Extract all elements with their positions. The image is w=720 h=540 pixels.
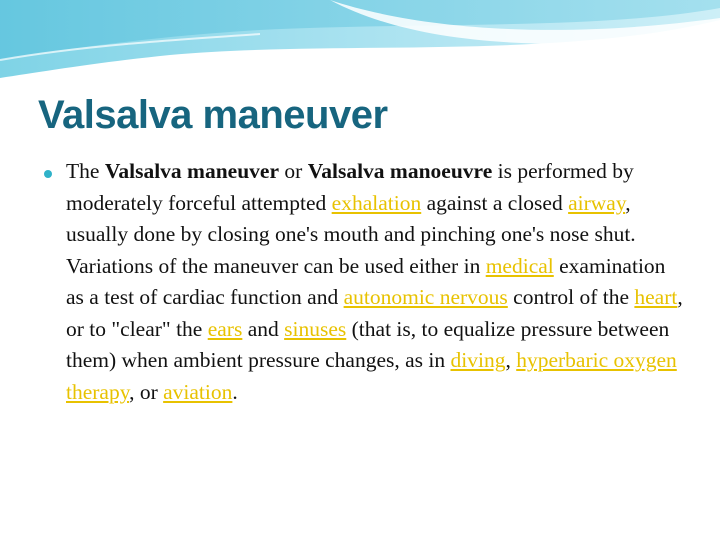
bullet-icon <box>44 170 52 178</box>
text-segment: (that is, to equalize pressure between them) when ambient pressure changes, as in <box>66 316 670 372</box>
link-medical[interactable]: medical <box>485 253 554 278</box>
link-airway[interactable]: airway <box>568 190 626 215</box>
bold-term: Valsalva manoeuvre <box>307 159 493 183</box>
link-sinuses[interactable]: sinuses <box>284 316 347 341</box>
text-segment: or <box>279 159 308 183</box>
body-paragraph <box>66 156 686 408</box>
text-segment: control of the <box>507 285 635 309</box>
text-segment: , <box>505 348 517 372</box>
link-diving[interactable]: diving <box>450 348 506 372</box>
link-aviation[interactable]: aviation <box>163 379 233 404</box>
link-exhalation[interactable]: exhalation <box>331 190 422 215</box>
text-segment: examination as a test of cardiac function and <box>66 253 666 309</box>
slide-title: Valsalva maneuver <box>38 93 388 137</box>
text-segment: , or to "clear" the <box>66 285 683 341</box>
text-segment: against a closed <box>421 190 569 215</box>
link-heart[interactable]: heart <box>634 285 678 309</box>
link-ears[interactable]: ears <box>207 316 243 341</box>
text-segment: is performed by moderately forceful attempted <box>66 159 634 215</box>
text-segment: The <box>66 159 105 183</box>
text-segment: and <box>242 316 285 341</box>
text-segment: . <box>232 379 238 404</box>
header-wave-decoration <box>0 0 720 90</box>
text-segment: , or <box>129 379 164 404</box>
bold-term: Valsalva maneuver <box>104 159 280 183</box>
link-hyperbaric-oxygen-therapy[interactable]: hyperbaric oxygen therapy <box>66 348 677 404</box>
link-autonomic-nervous[interactable]: autonomic nervous <box>343 285 508 309</box>
text-segment: , usually done by closing one's mouth and pinching one's nose shut. Variations of the maneuver can be used either in <box>66 190 636 278</box>
